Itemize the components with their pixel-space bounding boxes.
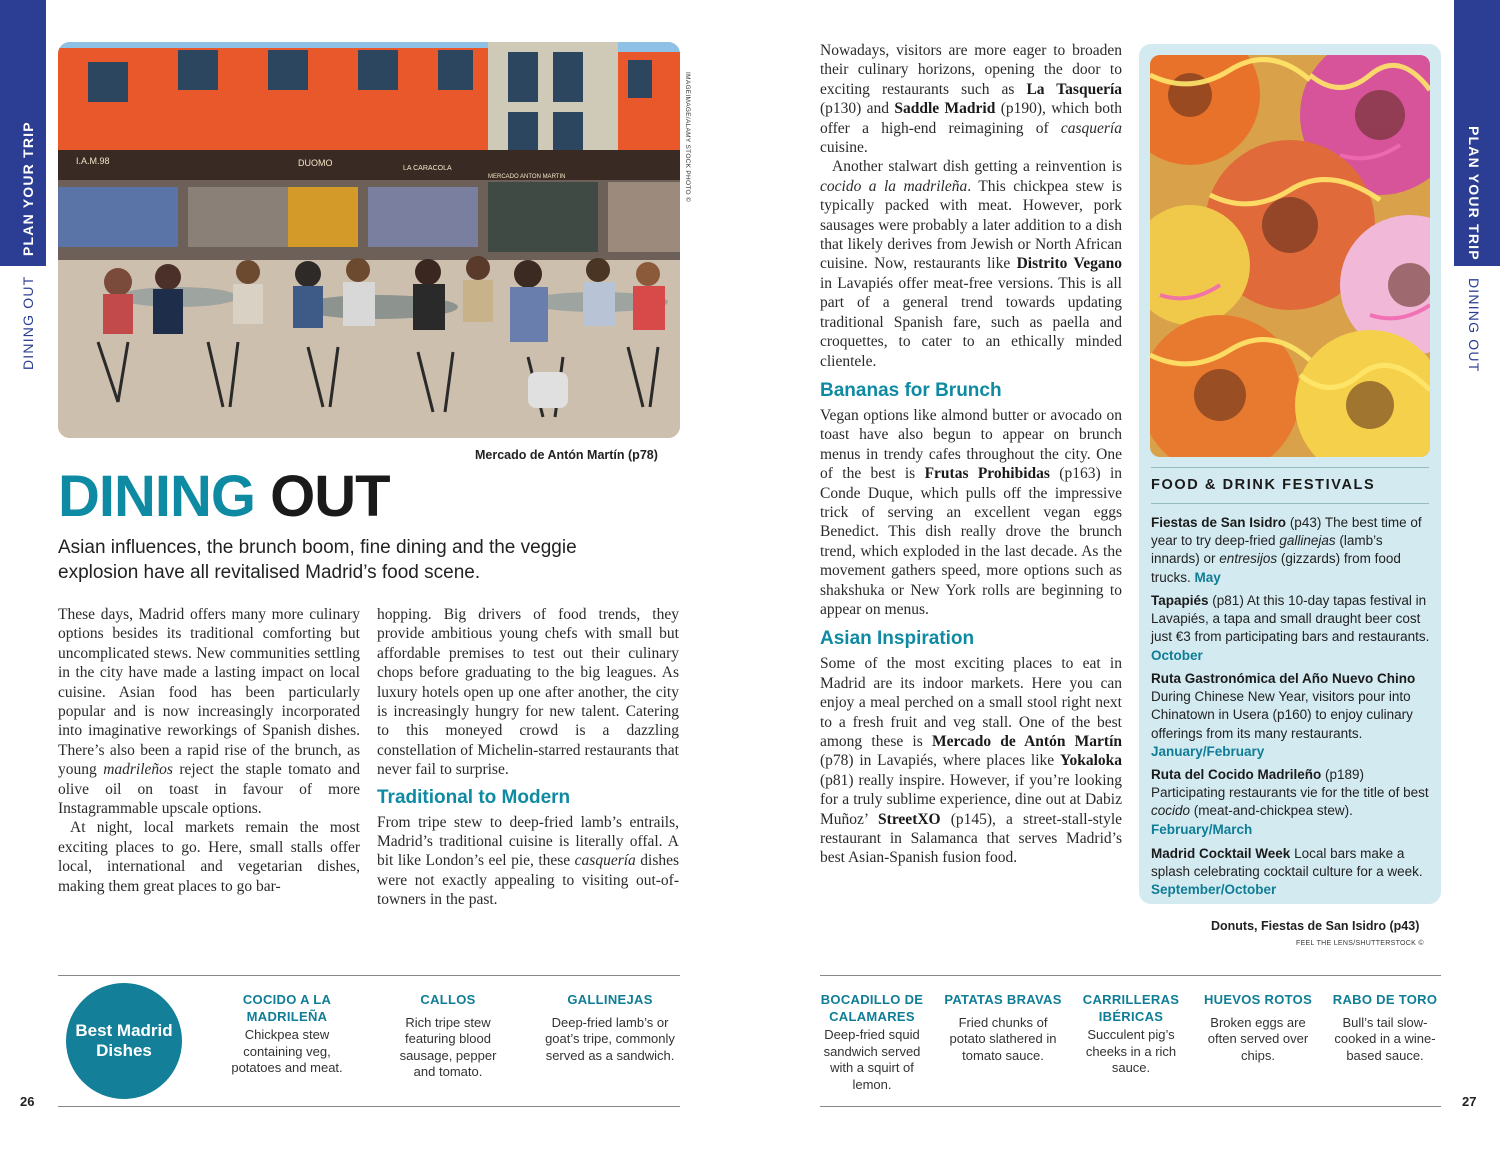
festivals-title: FOOD & DRINK FESTIVALS [1151,477,1376,493]
dishes-left-rule-top [58,975,680,976]
col2-paragraph-1: hopping. Big drivers of food trends, they provide ambitious young chefs with small but affordable premises to test out their culinary chops before graduating to the big leagues. As luxury hotels open up one after another, the city is increasingly hungry for new talent. Catering to this moneyed crowd is a dazzling constellation of Michelin-starred restaurants that never fail to surprise. [377,606,679,779]
col3-paragraph-4: Some of the most exciting places to eat in Madrid are its indoor markets. Here you can enjoy a meal perched on a small stool right next to a fresh fruit and veg stall. One of the best among these is Mercado de Antón Martín (p78) in Lavapiés, where places like Yokaloka (p81) really inspire. However, if you’re looking for a truly sublime experience, dine out at Dabiz Muñoz’ StreetXO (p145), a street-stall-style restaurant in Salamanca that serves Madrid’s best Asian-Spanish fusion food. [820,655,1123,867]
col1-paragraph-2: At night, local markets remain the most exciting places to go. Here, small stalls offer local, international and vegetarian dishes, making them great places to go bar- [58,819,360,895]
dish-bocadillo: BOCADILLO DE CALAMARES Deep-fried squid sandwich served with a squirt of lemon. [820,992,924,1092]
column-2 [377,605,679,910]
dish-rabo-de-toro: RABO DE TORO Bull’s tail slow-cooked in a wine-based sauce. [1332,992,1438,1063]
subhead-bananas-for-brunch: Bananas for Brunch [820,379,1002,401]
photo1-caption: Mercado de Antón Martín (p78) [475,448,658,462]
sign-la-caracola: LA CARACOLA [403,165,452,172]
sign-mercado: MERCADO ANTON MARTIN [488,174,566,180]
dish-cocido: COCIDO A LA MADRILEÑA Chickpea stew containing veg, potatoes and meat. [231,992,343,1075]
photo2-caption: Donuts, Fiestas de San Isidro (p43) [1211,919,1420,933]
subhead-asian-inspiration: Asian Inspiration [820,628,975,650]
festival-item: Fiestas de San Isidro (p43) The best time of year to try deep-fried gallinejas (lamb’s innards) or entresijos (gizzards) from food trucks. May [1151,515,1422,585]
festival-item: Madrid Cocktail Week Local bars make a splash celebrating cocktail culture for a week. September/October [1151,846,1423,898]
dish-huevos-rotos: HUEVOS ROTOS Broken eggs are often served over chips. [1203,992,1313,1063]
column-1 [58,605,360,896]
right-tab-plan-label: PLAN YOUR TRIP [1466,126,1482,261]
dish-patatas-bravas: PATATAS BRAVAS Fried chunks of potato slathered in tomato sauce. [944,992,1062,1063]
dish-callos: CALLOS Rich tripe stew featuring blood sausage, pepper and tomato. [399,992,497,1079]
festival-item: Ruta Gastronómica del Año Nuevo Chino During Chinese New Year, visitors pour into Chinatown in Usera (p160) to enjoy culinary offerings from its many restaurants. January/February [1151,671,1416,759]
dishes-left-rule-bottom [58,1106,680,1107]
dishes-right-rule-top [820,975,1441,976]
festivals-rule-top [1151,467,1429,468]
dish-carrilleras: CARRILLERAS IBÉRICAS Succulent pig’s cheeks in a rich sauce. [1082,992,1180,1075]
col3-paragraph-3: Vegan options like almond butter or avocado on toast have also begun to appear on brunch menus in trendy cafes throughout the city. One of the best is Frutas Prohibidas (p163) in Conde Duque, which pulls off the impressive trick of serving an excellent vegan eggs Benedict. This dish really drove the brunch trend, which exploded in the last decade. As the movement gathers speed, more options such as shakshuka or New York rolls are beginning to appear on menus. [820,406,1123,618]
page-number-right: 27 [1462,1094,1477,1109]
photo2-credit: FEEL THE LENS/SHUTTERSTOCK © [1296,940,1424,947]
festivals-rule-bottom [1151,503,1429,504]
title-part-dining: DINING [58,464,255,529]
right-tab-section-label: DINING OUT [1466,278,1482,373]
page-title [58,462,390,532]
dishes-right-rule-bottom [820,1106,1441,1107]
dish-gallinejas: GALLINEJAS Deep-fried lamb’s or goat’s tripe, commonly served as a sandwich. [545,992,675,1063]
market-terrace-photo [58,42,680,438]
festival-item: Ruta del Cocido Madrileño (p189) Participating restaurants vie for the title of best cocido (meat-and-chickpea stew). February/March [1151,767,1429,837]
subhead-traditional-to-modern: Traditional to Modern [377,786,571,808]
standfirst: Asian influences, the brunch boom, fine dining and the veggie explosion have all revitalised Madrid’s food scene. [58,537,577,583]
col3-paragraph-1: Nowadays, visitors are more eager to broaden their culinary horizons, opening the door to exciting restaurants such as La Tasquería (p130) and Saddle Madrid (p190), which both offer a high-end reimagining of casquería cuisine. [820,42,1123,157]
left-tab-plan-label: PLAN YOUR TRIP [20,121,36,256]
festival-item: Tapapiés (p81) At this 10-day tapas festival in Lavapiés, a tapa and small draught beer cost just €3 from participating bars and restaurants. October [1151,593,1430,663]
donuts-photo [1150,55,1430,457]
col2-paragraph-2: From tripe stew to deep-fried lamb’s entrails, Madrid’s traditional cuisine is literally offal. A bit like London’s eel pie, these casquería dishes were not exactly appealing to visiting out-of-towners in the past. [377,813,680,909]
best-dishes-badge: Best Madrid Dishes [66,983,182,1099]
left-tab-section-label: DINING OUT [20,275,36,370]
sign-iam98: I.A.M.98 [76,156,110,166]
sign-duomo: DUOMO [298,158,333,168]
col3-paragraph-2: Another stalwart dish getting a reinvention is cocido a la madrileña. This chickpea stew is typically packed with meat. However, pork sausages were probably a later addition to a dish that likely derives from Jewish or North African cuisine. Now, restaurants like Distrito Vegano in Lavapiés offer meat-free versions. This is all part of a general trend towards updating traditional Spanish fare, such as paella and croquettes, to cater to an ethically minded clientele. [820,158,1122,370]
title-part-out: OUT [270,464,390,529]
column-3 [820,41,1122,868]
photo1-credit: IMAGEIMAGE/ALAMY STOCK PHOTO © [684,72,691,203]
col1-paragraph-1: These days, Madrid offers many more culinary options besides its traditional comforting but uncomplicated stews. New communities settling in the city have made a lasting impact on local cuisine. Asian food has been particularly popular and is now increasingly incorporated into imaginative reworkings of Spanish dishes. There’s also been a rapid rise of the brunch, as young madrileños reject the staple tomato and olive oil on toast in favour of more Instagrammable upscale options. [58,606,361,818]
page-number-left: 26 [20,1094,35,1109]
